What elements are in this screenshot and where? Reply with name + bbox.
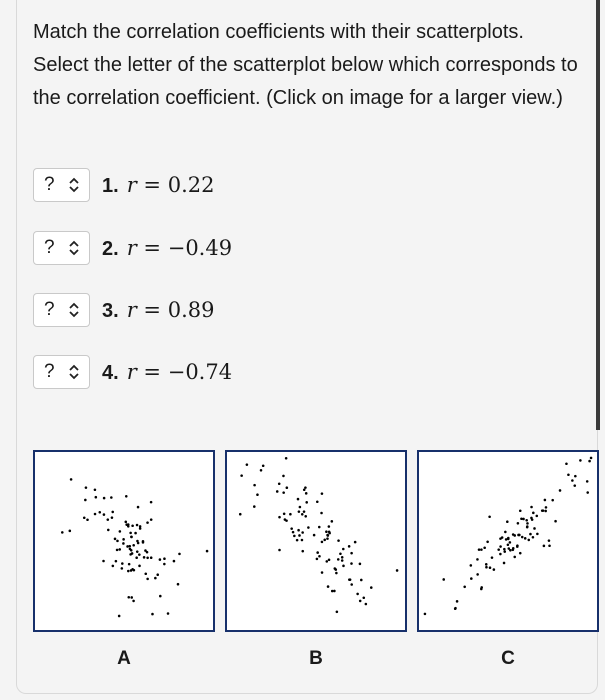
scatter-point — [112, 565, 115, 568]
scatter-point — [134, 532, 137, 535]
scatter-point — [485, 566, 488, 569]
scatter-point — [493, 568, 496, 571]
scatter-point — [316, 551, 319, 554]
scatter-point — [505, 538, 508, 541]
scatter-point — [303, 510, 306, 513]
scatter-point — [102, 560, 105, 563]
question-number: 3. — [102, 299, 119, 322]
scatter-point — [513, 556, 516, 559]
scatterplot-c-image — [419, 452, 597, 630]
scatter-point — [525, 519, 528, 522]
scatter-point — [70, 478, 73, 481]
scatter-point — [301, 539, 304, 542]
scatter-point — [470, 577, 473, 580]
scatter-point — [503, 562, 506, 565]
scatter-point — [342, 548, 345, 551]
scatter-point — [156, 573, 159, 576]
scatterplot-c[interactable] — [417, 450, 599, 632]
scatter-point — [536, 533, 539, 536]
scatter-point — [122, 542, 125, 545]
scatter-point — [350, 562, 353, 565]
scatter-point — [507, 543, 510, 546]
scatter-point — [111, 516, 114, 519]
scatter-point — [579, 459, 582, 462]
scatter-point — [478, 548, 481, 551]
scatter-point — [305, 492, 308, 495]
scatter-point — [486, 541, 489, 544]
scatter-point — [282, 491, 285, 494]
up-down-chevron-icon — [68, 363, 80, 381]
scatter-point — [463, 586, 466, 589]
scatter-point — [163, 563, 166, 566]
scatter-point — [278, 482, 281, 485]
scatter-point — [301, 550, 304, 553]
scatter-point — [543, 545, 546, 548]
scatter-point — [297, 498, 300, 501]
scatterplot-c-label: C — [501, 648, 515, 669]
scatter-point — [86, 518, 89, 521]
scatter-point — [110, 496, 113, 499]
scatter-point — [304, 486, 307, 489]
scatter-point — [303, 488, 306, 491]
scatter-point — [285, 457, 288, 460]
scatter-point — [138, 565, 141, 568]
scatter-point — [118, 615, 121, 618]
scatter-point — [499, 545, 502, 548]
scatter-point — [456, 600, 459, 603]
scatter-point — [316, 500, 319, 503]
scatter-point — [341, 556, 344, 559]
up-down-chevron-icon — [68, 239, 80, 257]
scatter-point — [551, 499, 554, 502]
scatter-point — [331, 520, 334, 523]
scatter-point — [163, 557, 166, 560]
scatter-point — [253, 505, 256, 508]
scatter-point — [586, 491, 589, 494]
scatter-point — [424, 613, 427, 616]
scatter-point — [127, 596, 130, 599]
scatter-point — [516, 545, 519, 548]
select-value: ? — [44, 237, 55, 258]
scatter-point — [130, 535, 133, 538]
scatter-point — [519, 509, 522, 512]
scatter-point — [307, 526, 310, 529]
scatter-point — [139, 527, 142, 530]
scatter-point — [509, 541, 512, 544]
scatter-point — [499, 553, 502, 556]
scatter-point — [339, 552, 342, 555]
scatter-point — [321, 541, 324, 544]
scatter-point — [132, 544, 135, 547]
answer-select-3[interactable] — [33, 293, 90, 327]
scatter-point — [499, 537, 502, 540]
scatter-point — [365, 603, 368, 606]
scatter-point — [350, 552, 353, 555]
scatter-point — [121, 567, 124, 570]
scatter-point — [167, 612, 170, 615]
up-down-chevron-icon — [68, 176, 80, 194]
scatter-point — [336, 611, 339, 614]
scatter-point — [159, 558, 162, 561]
scatter-point — [114, 538, 117, 541]
scatter-point — [488, 515, 491, 518]
scatter-point — [296, 539, 299, 542]
select-value: ? — [44, 299, 55, 320]
scatter-point — [103, 513, 106, 516]
scatter-point — [356, 593, 359, 596]
scatter-point — [316, 558, 319, 561]
question-row-3 — [33, 293, 214, 327]
scatter-point — [396, 569, 399, 572]
scatter-point — [476, 558, 479, 561]
scatter-point — [83, 516, 86, 519]
scatter-point — [326, 537, 329, 540]
question-number: 1. — [102, 174, 119, 197]
scatter-point — [341, 559, 344, 562]
scatter-point — [334, 567, 337, 570]
equation: r = 0.89 — [126, 297, 215, 322]
answer-select-1[interactable] — [33, 168, 90, 202]
scatter-point — [61, 531, 64, 534]
scatter-point — [305, 501, 308, 504]
scatter-point — [321, 492, 324, 495]
scatter-point — [574, 475, 577, 478]
scatter-point — [127, 570, 130, 573]
scatter-point — [573, 484, 576, 487]
scatter-point — [491, 556, 494, 559]
scatter-point — [304, 515, 307, 518]
scatter-point — [532, 512, 535, 515]
scatter-point — [370, 586, 373, 589]
scatter-point — [262, 464, 265, 467]
scrollbar[interactable] — [596, 0, 600, 430]
scatter-point — [530, 506, 533, 509]
scatter-point — [508, 547, 511, 550]
scatter-point — [554, 520, 557, 523]
question-number: 4. — [102, 361, 119, 384]
scatter-point — [360, 579, 363, 582]
scatter-point — [544, 510, 547, 513]
scatter-point — [69, 530, 72, 533]
scatter-point — [130, 549, 133, 552]
scatter-point — [559, 489, 562, 492]
scatter-point — [276, 490, 279, 493]
scatter-point — [541, 509, 544, 512]
scatter-point — [246, 463, 249, 466]
scatter-point — [142, 541, 145, 544]
scatter-point — [129, 553, 132, 556]
scatter-point — [359, 600, 362, 603]
scatter-point — [567, 473, 570, 476]
scatter-point — [125, 495, 128, 498]
scatter-point — [94, 488, 97, 491]
scatter-point — [586, 480, 589, 483]
scatter-point — [545, 506, 548, 509]
scatter-point — [128, 563, 131, 566]
scatter-point — [282, 475, 285, 478]
scatter-point — [527, 539, 530, 542]
scatter-point — [103, 497, 106, 500]
scatter-point — [524, 537, 527, 540]
scatter-point — [497, 548, 500, 551]
scatter-point — [590, 457, 593, 460]
scatter-point — [106, 518, 109, 521]
question-number: 2. — [102, 237, 119, 260]
scatter-point — [323, 539, 326, 542]
question-row-2 — [33, 231, 232, 265]
scatter-point — [298, 534, 301, 537]
scatter-point — [503, 550, 506, 553]
scatter-point — [517, 534, 520, 537]
scatter-point — [284, 518, 287, 521]
scatter-point — [327, 585, 330, 588]
scatter-point — [146, 557, 149, 560]
scatter-point — [535, 515, 538, 518]
scatter-point — [337, 539, 340, 542]
equation: r = 0.22 — [126, 172, 215, 197]
scatter-point — [137, 506, 140, 509]
scatter-point — [95, 496, 98, 499]
scatter-point — [159, 595, 162, 598]
scatter-point — [327, 534, 330, 537]
scatter-point — [177, 583, 180, 586]
scatter-point — [125, 523, 128, 526]
question-row-1 — [33, 168, 214, 202]
scatter-point — [529, 533, 532, 536]
scatter-point — [548, 539, 551, 542]
scatter-point — [526, 526, 529, 529]
scatter-point — [512, 547, 515, 550]
scatter-point — [342, 565, 345, 568]
scatter-point — [335, 572, 338, 575]
scatter-point — [362, 596, 365, 599]
question-text-4 — [102, 360, 232, 385]
scatter-point — [548, 544, 551, 547]
scatter-point — [290, 527, 293, 530]
scatter-point — [138, 553, 141, 556]
scatter-point — [150, 501, 153, 504]
scatter-point — [115, 560, 118, 563]
scatterplot-b[interactable] — [225, 450, 407, 632]
scatter-point — [348, 545, 351, 548]
select-value: ? — [44, 174, 55, 195]
answer-select-4[interactable] — [33, 355, 90, 389]
scatter-point — [135, 556, 138, 559]
scatter-point — [150, 556, 153, 559]
scatter-point — [133, 569, 136, 572]
scatter-point — [256, 493, 259, 496]
scatter-point — [320, 512, 323, 515]
question-text-2 — [102, 236, 232, 261]
scatter-point — [278, 549, 281, 552]
scatter-point — [136, 524, 139, 527]
scatter-point — [328, 531, 331, 534]
scatter-point — [146, 521, 149, 524]
scatter-point — [337, 558, 340, 561]
scatter-point — [301, 531, 304, 534]
scatter-point — [331, 590, 334, 593]
scatter-point — [137, 542, 140, 545]
scatter-point — [485, 563, 488, 566]
scatter-point — [531, 518, 534, 521]
scatter-point — [146, 551, 149, 554]
scatter-point — [571, 479, 574, 482]
scatter-point — [318, 555, 321, 558]
scatter-point — [519, 552, 522, 555]
scatter-point — [483, 546, 486, 549]
scatter-point — [480, 548, 483, 551]
answer-select-2[interactable] — [33, 231, 90, 265]
question-prompt: Match the correlation coefficients with their scatterplots. Select the letter of the scatterplot below which corresponds to the correlation coefficient. (Click on image for a larger view.) — [33, 21, 578, 109]
scatter-point — [544, 499, 547, 502]
scatterplot-b-label: B — [309, 648, 323, 669]
scatter-point — [476, 573, 479, 576]
scatter-point — [313, 534, 316, 537]
scatter-point — [119, 530, 122, 533]
scatter-point — [532, 536, 535, 539]
scatter-point — [154, 577, 157, 580]
scatter-point — [129, 532, 132, 535]
scatter-point — [512, 533, 515, 536]
scatter-point — [240, 474, 243, 477]
scatter-point — [136, 550, 139, 553]
scatter-point — [151, 613, 154, 616]
scatter-point — [130, 596, 133, 599]
scatter-point — [354, 541, 357, 544]
scatter-point — [107, 529, 110, 532]
scatter-point — [359, 563, 362, 566]
scatter-point — [301, 513, 304, 516]
scatter-point — [533, 527, 536, 530]
scatter-point — [289, 513, 292, 516]
scatter-point — [517, 522, 520, 525]
scatter-point — [124, 521, 127, 524]
select-value: ? — [44, 361, 55, 382]
scatter-point — [470, 564, 473, 567]
scatter-point — [588, 460, 591, 463]
scatter-point — [293, 535, 296, 538]
scatter-point — [283, 513, 286, 516]
scatter-point — [328, 559, 331, 562]
scatter-point — [526, 522, 529, 525]
equation: r = −0.49 — [126, 235, 233, 260]
scatterplot-b-image — [227, 452, 405, 630]
scatter-point — [349, 578, 352, 581]
scatter-point — [321, 571, 324, 574]
scatter-point — [504, 531, 507, 534]
scatter-point — [144, 572, 147, 575]
scatter-point — [118, 548, 121, 551]
scatter-point — [94, 513, 97, 516]
scatterplot-a-label: A — [117, 648, 131, 669]
scatter-point — [173, 560, 176, 563]
scatter-point — [325, 560, 328, 563]
scatterplot-a-image — [35, 452, 213, 630]
scatter-point — [522, 518, 525, 521]
scatter-point — [350, 583, 353, 586]
equation: r = −0.74 — [126, 359, 233, 384]
scatter-point — [131, 524, 134, 527]
scatter-point — [130, 569, 133, 572]
scatter-point — [480, 588, 483, 591]
scatter-point — [143, 556, 146, 559]
scatter-point — [126, 545, 129, 548]
scatter-point — [253, 484, 256, 487]
scatter-point — [85, 486, 88, 489]
scatter-point — [178, 553, 181, 556]
scatterplot-a[interactable] — [33, 450, 215, 632]
question-text-1 — [102, 173, 214, 198]
scatter-point — [318, 526, 321, 529]
up-down-chevron-icon — [68, 301, 80, 319]
scatter-point — [442, 578, 445, 581]
scatter-point — [84, 499, 87, 502]
scatter-point — [507, 538, 510, 541]
scatter-point — [565, 462, 568, 465]
scatter-point — [328, 525, 331, 528]
scatter-point — [206, 550, 209, 553]
scatter-point — [116, 540, 119, 543]
scatter-point — [150, 518, 153, 521]
scatter-point — [121, 562, 124, 565]
scatter-point — [292, 531, 295, 534]
scatter-point — [503, 548, 506, 551]
scatter-point — [122, 538, 125, 541]
question-text-3 — [102, 298, 214, 323]
scatter-point — [278, 516, 281, 519]
scatter-point — [132, 600, 135, 603]
scatter-point — [111, 511, 114, 514]
question-row-4 — [33, 355, 232, 389]
scatter-point — [454, 607, 457, 610]
scatter-point — [325, 530, 328, 533]
scatter-point — [286, 486, 289, 489]
scatter-point — [299, 506, 302, 509]
scatter-point — [116, 549, 119, 552]
scatter-point — [521, 536, 524, 539]
scatter-point — [298, 510, 301, 513]
scatter-point — [146, 578, 149, 581]
scatter-point — [489, 566, 492, 569]
scatter-point — [506, 520, 509, 523]
scatter-point — [239, 513, 242, 516]
scatter-point — [260, 469, 263, 472]
scatter-point — [128, 545, 131, 548]
scatter-point — [98, 511, 101, 514]
scatter-point — [297, 529, 300, 532]
